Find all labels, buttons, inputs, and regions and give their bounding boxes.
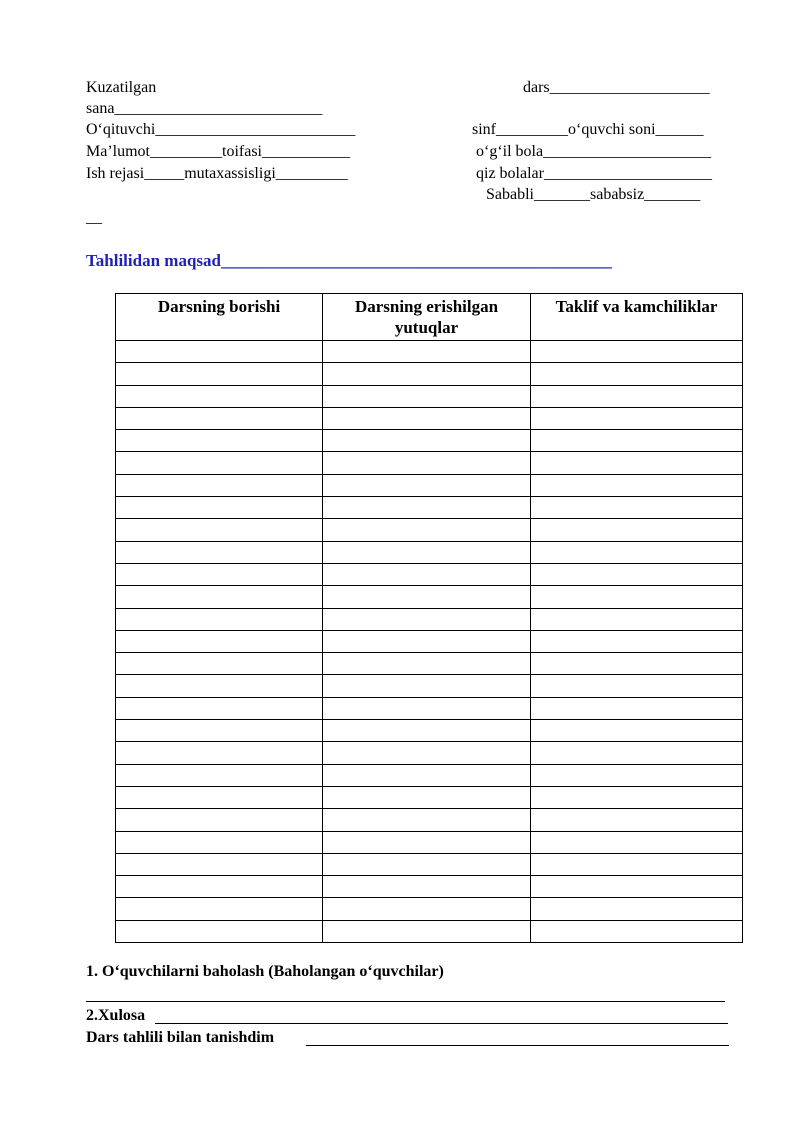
table-cell[interactable] — [323, 920, 531, 942]
table-cell[interactable] — [531, 742, 743, 764]
table-cell[interactable] — [323, 363, 531, 385]
table-cell[interactable] — [323, 720, 531, 742]
table-cell[interactable] — [323, 474, 531, 496]
table-cell[interactable] — [531, 541, 743, 563]
table-cell[interactable] — [116, 653, 323, 675]
table-row — [116, 853, 743, 875]
sana-field[interactable]: sana__________________________ — [86, 100, 323, 117]
col-header-yutuqlar: Darsning erishilgan yutuqlar — [323, 294, 531, 341]
table-cell[interactable] — [323, 452, 531, 474]
kuzatilgan-label: Kuzatilgan — [86, 79, 157, 96]
table-row — [116, 675, 743, 697]
col-header-borishi: Darsning borishi — [116, 294, 323, 341]
table-cell[interactable] — [531, 653, 743, 675]
table-cell[interactable] — [116, 898, 323, 920]
table-cell[interactable] — [323, 519, 531, 541]
table-cell[interactable] — [531, 920, 743, 942]
table-cell[interactable] — [323, 697, 531, 719]
table-cell[interactable] — [531, 809, 743, 831]
table-row — [116, 653, 743, 675]
table-cell[interactable] — [323, 675, 531, 697]
table-cell[interactable] — [531, 363, 743, 385]
maqsad-line[interactable] — [86, 252, 612, 269]
table-cell[interactable] — [531, 697, 743, 719]
table-cell[interactable] — [323, 586, 531, 608]
qiz-bolalar-field[interactable]: qiz bolalar_____________________ — [476, 165, 712, 182]
table-cell[interactable] — [323, 786, 531, 808]
dash-line: __ — [86, 209, 102, 226]
table-cell[interactable] — [531, 786, 743, 808]
oqituvchi-field[interactable]: O‘qituvchi_________________________ — [86, 121, 356, 138]
table-cell[interactable] — [323, 407, 531, 429]
table-cell[interactable] — [116, 608, 323, 630]
table-cell[interactable] — [323, 385, 531, 407]
table-row — [116, 474, 743, 496]
table-cell[interactable] — [323, 764, 531, 786]
table-cell[interactable] — [116, 497, 323, 519]
table-row — [116, 497, 743, 519]
ish-rejasi-field[interactable]: Ish rejasi_____mutaxassisligi_________ — [86, 165, 348, 182]
table-row — [116, 563, 743, 585]
table-cell[interactable] — [531, 519, 743, 541]
table-cell[interactable] — [323, 809, 531, 831]
table-cell[interactable] — [531, 720, 743, 742]
col-header-taklif: Taklif va kamchiliklar — [531, 294, 743, 341]
maqsad-label: Tahlilidan maqsad — [86, 251, 221, 270]
table-row — [116, 586, 743, 608]
tanishdim-underline[interactable] — [306, 1045, 729, 1046]
table-row — [116, 541, 743, 563]
table-cell[interactable] — [531, 630, 743, 652]
table-cell[interactable] — [323, 341, 531, 363]
table-cell[interactable] — [323, 630, 531, 652]
table-cell[interactable] — [323, 853, 531, 875]
table-cell[interactable] — [323, 831, 531, 853]
table-cell[interactable] — [116, 363, 323, 385]
table-cell[interactable] — [116, 630, 323, 652]
table-cell[interactable] — [116, 876, 323, 898]
table-cell[interactable] — [116, 764, 323, 786]
table-cell[interactable] — [116, 541, 323, 563]
table-cell[interactable] — [116, 831, 323, 853]
dars-field[interactable]: dars____________________ — [523, 79, 710, 96]
table-cell[interactable] — [531, 385, 743, 407]
xulosa-label: 2.Xulosa — [86, 1007, 146, 1024]
table-row — [116, 430, 743, 452]
table-cell[interactable] — [531, 608, 743, 630]
table-cell[interactable] — [116, 853, 323, 875]
table-row — [116, 608, 743, 630]
table-row — [116, 363, 743, 385]
sababli-field[interactable]: Sababli_______sababsiz_______ — [486, 186, 701, 203]
table-cell[interactable] — [323, 497, 531, 519]
table-cell[interactable] — [531, 563, 743, 585]
table-cell[interactable] — [323, 541, 531, 563]
table-cell[interactable] — [116, 720, 323, 742]
table-cell[interactable] — [531, 497, 743, 519]
table-cell[interactable] — [323, 563, 531, 585]
table-cell[interactable] — [116, 920, 323, 942]
table-row — [116, 920, 743, 942]
table-cell[interactable] — [531, 430, 743, 452]
table-cell[interactable] — [116, 786, 323, 808]
table-cell[interactable] — [531, 474, 743, 496]
table-row — [116, 898, 743, 920]
sinf-field[interactable]: sinf_________o‘quvchi soni______ — [472, 121, 704, 138]
table-header-row — [116, 294, 743, 341]
table-cell[interactable] — [116, 452, 323, 474]
table-cell[interactable] — [116, 385, 323, 407]
table-cell[interactable] — [116, 563, 323, 585]
table-cell[interactable] — [323, 898, 531, 920]
table-row — [116, 742, 743, 764]
maqsad-underline[interactable]: ______________________________________________ — [220, 251, 612, 270]
table-row — [116, 720, 743, 742]
table-cell[interactable] — [116, 474, 323, 496]
table-cell[interactable] — [116, 809, 323, 831]
table-cell[interactable] — [116, 430, 323, 452]
table-row — [116, 831, 743, 853]
table-cell[interactable] — [116, 697, 323, 719]
table-cell[interactable] — [116, 519, 323, 541]
baholash-underline[interactable] — [86, 1001, 725, 1002]
table-cell[interactable] — [531, 452, 743, 474]
malumot-field[interactable]: Ma’lumot_________toifasi___________ — [86, 143, 350, 160]
table-row — [116, 341, 743, 363]
tanishdim-label: Dars tahlili bilan tanishdim — [86, 1029, 275, 1046]
table-cell[interactable] — [323, 430, 531, 452]
table-cell[interactable] — [116, 675, 323, 697]
table-row — [116, 809, 743, 831]
baholash-heading: 1. O‘quvchilarni baholash (Baholangan o‘quvchilar) — [86, 963, 444, 980]
table-cell[interactable] — [531, 586, 743, 608]
table-cell[interactable] — [531, 341, 743, 363]
table-cell[interactable] — [323, 742, 531, 764]
table-cell[interactable] — [531, 831, 743, 853]
table-row — [116, 764, 743, 786]
table-cell[interactable] — [116, 742, 323, 764]
table-row — [116, 407, 743, 429]
table-body — [116, 341, 743, 943]
table-cell[interactable] — [116, 341, 323, 363]
table-row — [116, 452, 743, 474]
analysis-table — [115, 293, 743, 943]
table-cell[interactable] — [323, 876, 531, 898]
ogil-bola-field[interactable]: o‘g‘il bola_____________________ — [476, 143, 712, 160]
table-cell[interactable] — [531, 898, 743, 920]
table-cell[interactable] — [531, 853, 743, 875]
table-row — [116, 697, 743, 719]
table-cell[interactable] — [116, 586, 323, 608]
table-row — [116, 385, 743, 407]
table-cell[interactable] — [323, 653, 531, 675]
table-row — [116, 876, 743, 898]
xulosa-underline[interactable] — [155, 1023, 728, 1024]
table-row — [116, 519, 743, 541]
table-cell[interactable] — [531, 407, 743, 429]
table-cell[interactable] — [116, 407, 323, 429]
table-cell[interactable] — [531, 876, 743, 898]
table-row — [116, 786, 743, 808]
table-row — [116, 630, 743, 652]
table-cell[interactable] — [531, 675, 743, 697]
table-cell[interactable] — [531, 764, 743, 786]
table-cell[interactable] — [323, 608, 531, 630]
